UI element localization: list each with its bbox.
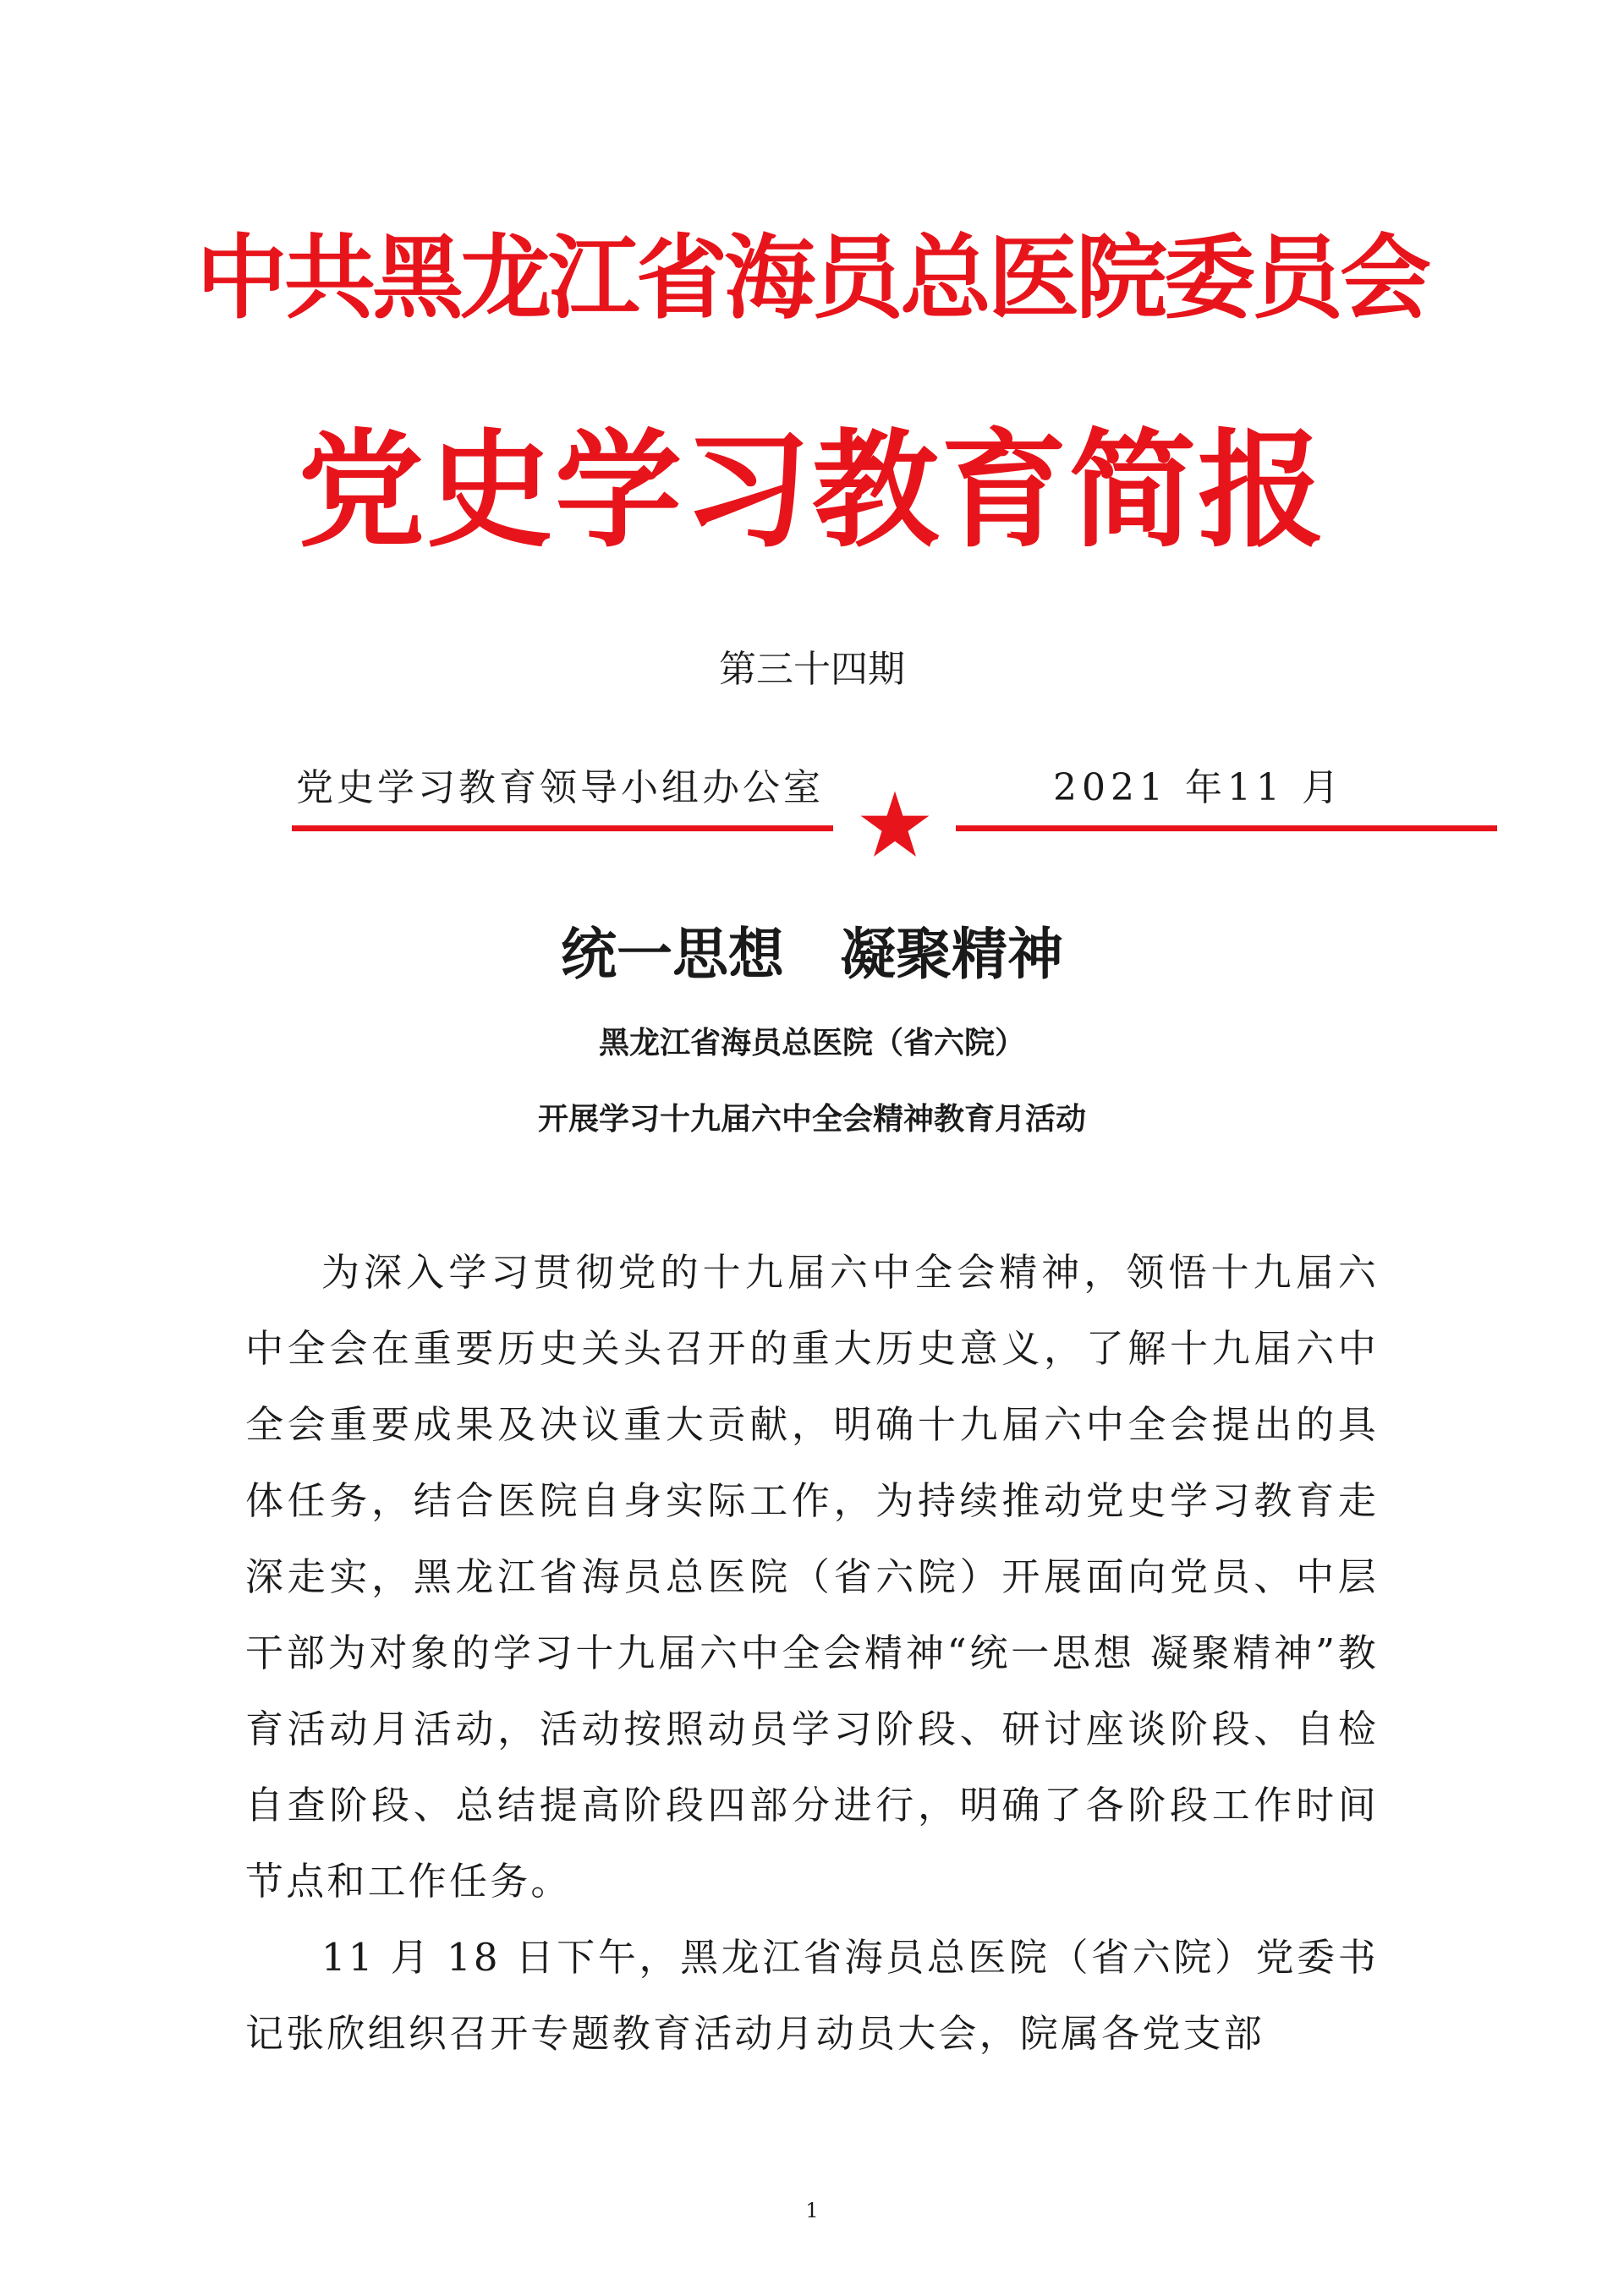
header-rule-right [956, 825, 1497, 831]
publication-title: 党史学习教育简报 [297, 416, 1326, 565]
article-subtitle-line1: 黑龙江省海员总医院（省六院） [598, 1025, 1025, 1060]
red-star-icon [859, 788, 931, 861]
article-body [245, 1235, 1379, 2072]
body-paragraph: 为深入学习贯彻党的十九届六中全会精神，领悟十九届六中全会在重要历史关头召开的重大历史意义，了解十九届六中全会重要成果及决议重大贡献，明确十九届六中全会提出的具体任务，结合医院自身实际工作，为持续推动党史学习教育走深走实，黑龙江省海员总医院（省六院）开展面向党员、中层干部为对象的学习十九届六中全会精神“统一思想 凝聚精神”教育活动月活动，活动按照动员学习阶段、研讨座谈阶段、自检自查阶段、总结提高阶段四部分进行，明确了各阶段工作时间节点和工作任务。 [245, 1250, 1379, 1904]
article-title: 统一思想 凝聚精神 [561, 921, 1063, 987]
issue-date: 2021 年11 月 [1053, 766, 1344, 809]
issuing-office: 党史学习教育领导小组办公室 [296, 766, 824, 809]
issue-number: 第三十四期 [719, 648, 905, 691]
organization-title: 中共黑龙江省海员总医院委员会 [195, 225, 1428, 332]
article-subtitle-line2: 开展学习十九届六中全会精神教育月活动 [537, 1101, 1086, 1137]
header-rule-left [292, 825, 833, 831]
page-number: 1 [805, 2199, 819, 2222]
body-paragraph: 11 月 18 日下午，黑龙江省海员总医院（省六院）党委书记张欣组织召开专题教育活动月动员大会，院属各党支部 [245, 1935, 1379, 2056]
